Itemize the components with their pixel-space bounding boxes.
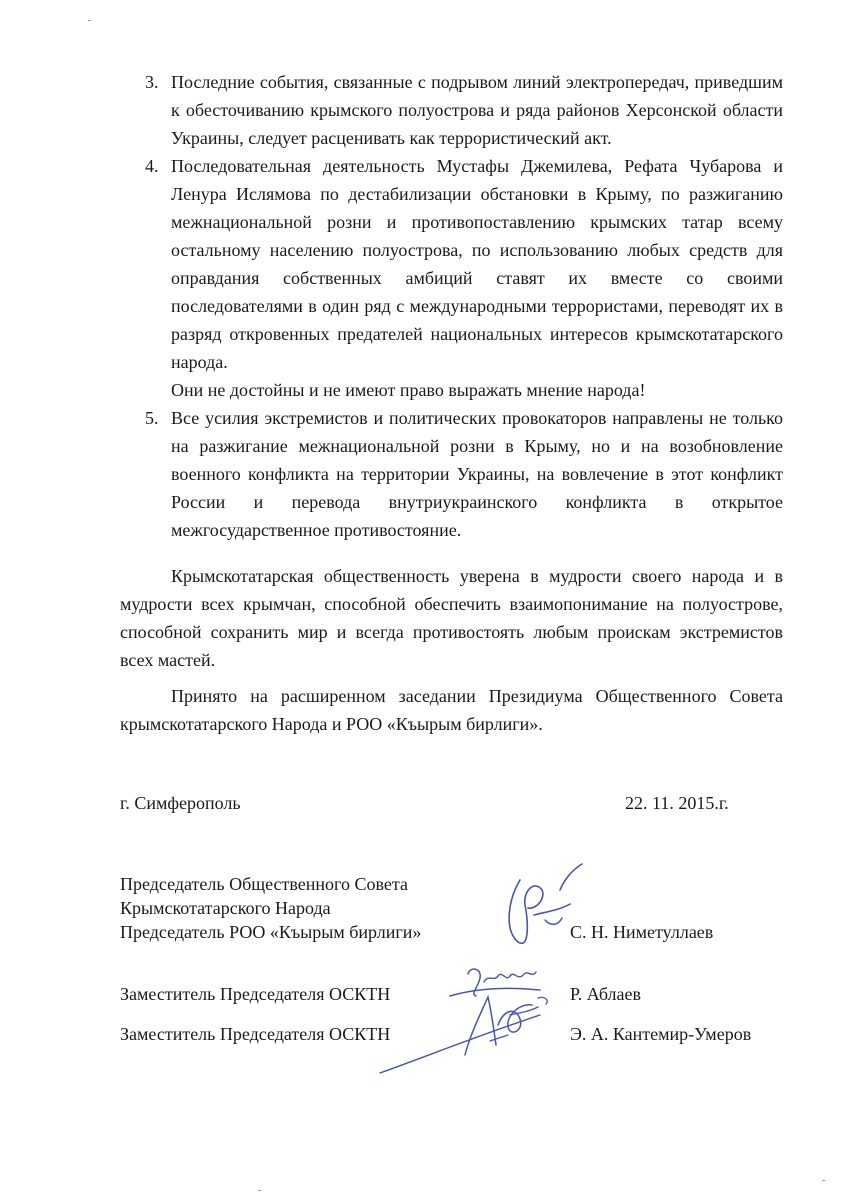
list-item-3 xyxy=(145,68,783,152)
date: 22. 11. 2015.г. xyxy=(625,793,729,813)
paragraph-adopted: Принято на расширенном заседании Президиума Общественного Совета крымскотатарского Народа и РОО «Къырым бирлиги». xyxy=(120,686,783,734)
list-item-text: Все усилия экстремистов и политических провокаторов направлены не только на разжигание межнациональной розни в Крыму, но и на возобновление военного конфликта на территории Украины, на вовлечение в этот конфликт России и перевода внутриукраинского конфликта в открытое межгосударственное противостояние. xyxy=(171,408,783,540)
list-item-4 xyxy=(145,152,783,404)
list-item-emphasis: Они не достойны и не имеют право выражать мнение народа! xyxy=(171,380,646,400)
list-number: 4. xyxy=(145,156,159,176)
signatory-3-title: Заместитель Председателя ОСКТН xyxy=(120,1024,391,1044)
list-item-5 xyxy=(145,404,783,544)
signatory-1-name: С. Н. Ниметуллаев xyxy=(570,922,714,942)
scan-speck xyxy=(822,1180,825,1181)
signatory-1-line-3: Председатель РОО «Къырым бирлиги» xyxy=(120,922,422,942)
scan-speck xyxy=(88,20,91,21)
place: г. Симферополь xyxy=(120,793,241,813)
list-number: 5. xyxy=(145,408,159,428)
numbered-list xyxy=(0,68,850,544)
signatory-2-title: Заместитель Председателя ОСКТН xyxy=(120,984,391,1004)
signatory-3-name: Э. А. Кантемир-Умеров xyxy=(570,1024,752,1044)
signature-3-image xyxy=(370,985,560,1080)
signatory-1-title xyxy=(120,872,421,944)
list-item-text: Последние события, связанные с подрывом линий электропередач, приведшим к обесточиванию крымского полуострова и ряда районов Херсонской области Украины, следует расценивать как террористический акт. xyxy=(171,72,783,148)
signatory-1-line-1: Председатель Общественного Совета xyxy=(120,874,408,894)
paragraph-statement: Крымскотатарская общественность уверена в мудрости своего народа и в мудрости всех крымчан, способной обеспечить взаимопонимание на полуострове, способной сохранить мир и всегда противостоять любым проискам экстремистов всех мастей. xyxy=(120,566,783,670)
signatory-1-line-2: Крымскотатарского Народа xyxy=(120,898,331,918)
signatory-2-name: Р. Аблаев xyxy=(570,984,642,1004)
list-number: 3. xyxy=(145,72,159,92)
list-item-text: Последовательная деятельность Мустафы Джемилева, Рефата Чубарова и Ленура Ислямова по дестабилизации обстановки в Крыму, по разжиганию межнациональной розни и противопоставлению крымских татар всему остальному населению полуострова, по использованию любых средств для оправдания собственных амбиций ставят их вместе со своими последователями в один ряд с международными террористами, переводят их в разряд откровенных предателей национальных интересов крымскотатарского народа. xyxy=(171,156,783,372)
signature-1-image xyxy=(490,860,590,955)
scan-speck xyxy=(258,1190,261,1191)
